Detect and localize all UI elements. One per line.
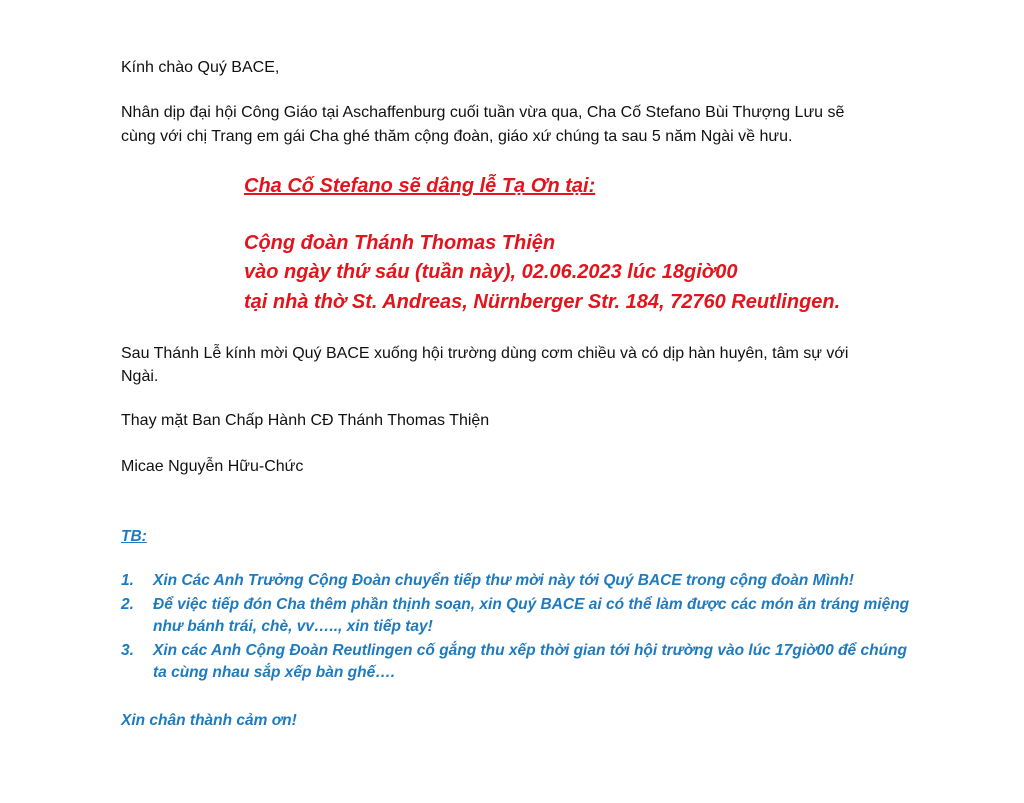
event-community: Cộng đoàn Thánh Thomas Thiện — [244, 232, 556, 254]
after-mass-line-1: Sau Thánh Lễ kính mời Quý BACE xuống hội trường dùng cơm chiều và có dịp hàn huyên, tâm sự với — [121, 345, 849, 362]
signer-name: Micae Nguyễn Hữu-Chức — [121, 458, 304, 475]
on-behalf-line: Thay mặt Ban Chấp Hành CĐ Thánh Thomas Thiện — [121, 412, 490, 429]
notes-list — [121, 570, 911, 686]
note-number: 3. — [121, 642, 134, 659]
note-item — [121, 640, 911, 684]
greeting: Kính chào Quý BACE, — [121, 59, 280, 76]
event-date-time: vào ngày thứ sáu (tuần này), 02.06.2023 lúc 18giờ00 — [244, 261, 738, 283]
note-text: Xin các Anh Cộng Đoàn Reutlingen cố gắng thu xếp thời gian tới hội trường vào lúc 17giờ00 để chúng ta cùng nhau sắp xếp bàn ghế…. — [153, 642, 907, 681]
note-item — [121, 570, 911, 592]
intro-paragraph-line-1: Nhân dịp đại hội Công Giáo tại Aschaffenburg cuối tuần vừa qua, Cha Cố Stefano Bùi Thượng Lưu sẽ — [121, 104, 845, 121]
closing-thanks: Xin chân thành cảm ơn! — [121, 712, 297, 729]
note-text: Xin Các Anh Trưởng Cộng Đoàn chuyển tiếp thư mời này tới Quý BACE trong cộng đoàn Mình! — [153, 572, 854, 589]
note-number: 1. — [121, 572, 134, 589]
note-text: Để việc tiếp đón Cha thêm phần thịnh soạn, xin Quý BACE ai có thể làm được các món ăn tráng miệng như bánh trái, chè, vv….., xin tiếp tay! — [153, 596, 910, 635]
intro-paragraph-line-2: cùng với chị Trang em gái Cha ghé thăm cộng đoàn, giáo xứ chúng ta sau 5 năm Ngài về hưu. — [121, 128, 793, 145]
note-item — [121, 594, 911, 638]
after-mass-line-2: Ngài. — [121, 368, 159, 385]
notes-heading: TB: — [121, 528, 147, 545]
note-number: 2. — [121, 596, 134, 613]
event-location: tại nhà thờ St. Andreas, Nürnberger Str. 184, 72760 Reutlingen. — [244, 291, 841, 313]
event-heading: Cha Cố Stefano sẽ dâng lễ Tạ Ơn tại: — [244, 175, 596, 197]
